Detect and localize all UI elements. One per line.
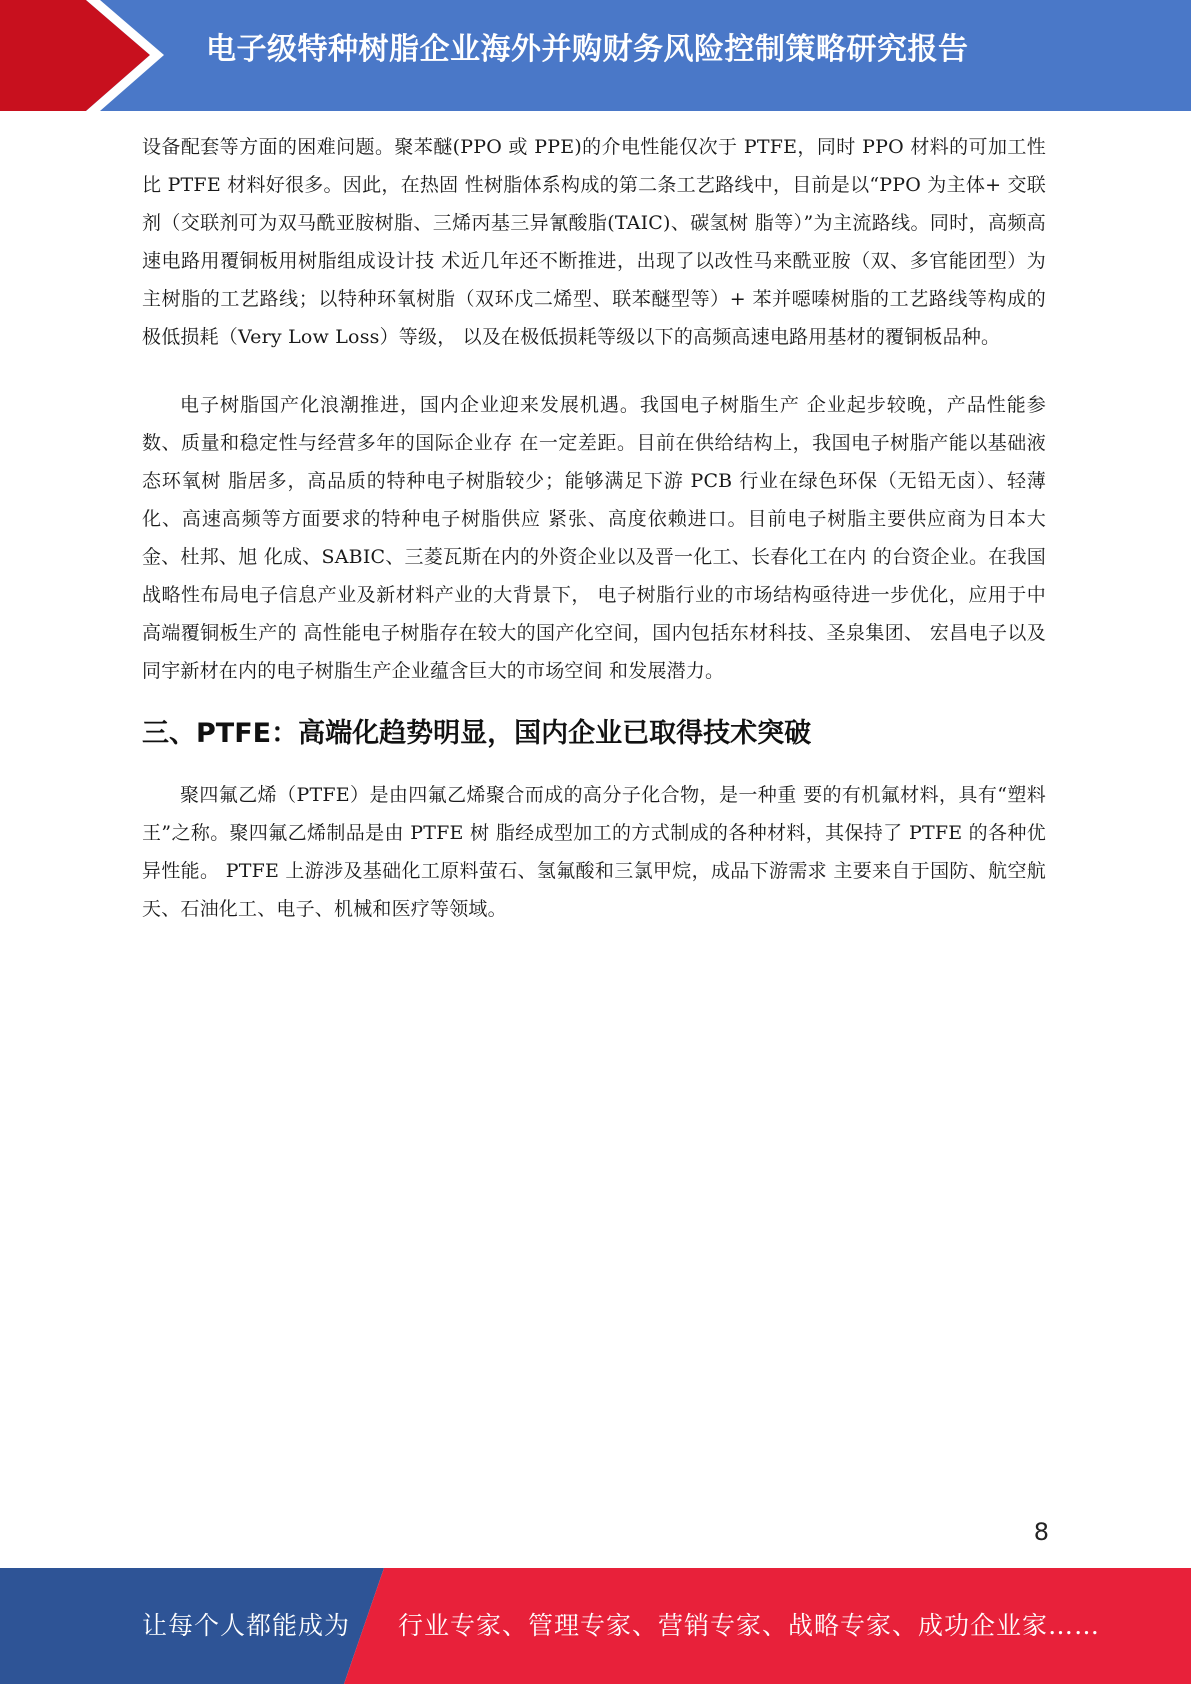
section-heading: 三、PTFE：高端化趋势明显，国内企业已取得技术突破 xyxy=(142,718,812,749)
document-title: 电子级特种树脂企业海外并购财务风险控制策略研究报告 xyxy=(206,32,969,67)
page-body xyxy=(142,128,1046,928)
page-number: 8 xyxy=(1033,1518,1049,1546)
body-paragraph: 电子树脂国产化浪潮推进，国内企业迎来发展机遇。我国电子树脂生产 企业起步较晚，产品性能参数、质量和稳定性与经营多年的国际企业存 在一定差距。目前在供给结构上，我国电子树脂产能以基础液态环氧树 脂居多，高品质的特种电子树脂较少；能够满足下游 PCB 行业在绿色环保（无铅无卤）、轻薄化、高速高频等方面要求的特种电子树脂供应 紧张、高度依赖进口。目前电子树脂主要供应商为日本大金、杜邦、旭 化成、SABIC、三菱瓦斯在内的外资企业以及晋一化工、长春化工在内 的台资企业。在我国战略性布局电子信息产业及新材料产业的大背景下， 电子树脂行业的市场结构亟待进一步优化，应用于中高端覆铜板生产的 高性能电子树脂存在较大的国产化空间，国内包括东材科技、圣泉集团、 宏昌电子以及同宇新材在内的电子树脂生产企业蕴含巨大的市场空间 和发展潜力。 xyxy=(142,394,1046,682)
footer-slogan-left: 让每个人都能成为 xyxy=(142,1611,351,1640)
page-header xyxy=(0,0,1191,111)
body-paragraph: 聚四氟乙烯（PTFE）是由四氟乙烯聚合而成的高分子化合物，是一种重 要的有机氟材料，具有“塑料王”之称。聚四氟乙烯制品是由 PTFE 树 脂经成型加工的方式制成的各种材料，其保持了 PTFE 的各种优异性能。 PTFE 上游涉及基础化工原料萤石、氢氟酸和三氯甲烷，成品下游需求 主要来自于国防、航空航天、石油化工、电子、机械和医疗等领域。 xyxy=(142,784,1046,920)
page-footer xyxy=(0,1568,1191,1684)
body-paragraph: 设备配套等方面的困难问题。聚苯醚(PPO 或 PPE)的介电性能仅次于 PTFE，同时 PPO 材料的可加工性比 PTFE 材料好很多。因此，在热固 性树脂体系构成的第二条工艺路线中，目前是以“PPO 为主体+ 交联 剂（交联剂可为双马酰亚胺树脂、三烯丙基三异氰酸脂(TAIC)、碳氢树 脂等）”为主流路线。同时，高频高速电路用覆铜板用树脂组成设计技 术近几年还不断推进，出现了以改性马来酰亚胺（双、多官能团型）为 主树脂的工艺路线；以特种环氧树脂（双环戊二烯型、联苯醚型等）+ 苯并噁嗪树脂的工艺路线等构成的极低损耗（Very Low Loss）等级， 以及在极低损耗等级以下的高频高速电路用基材的覆铜板品种。 xyxy=(142,136,1046,348)
footer-slogan-right: 行业专家、管理专家、营销专家、战略专家、成功企业家…… xyxy=(398,1611,1101,1640)
